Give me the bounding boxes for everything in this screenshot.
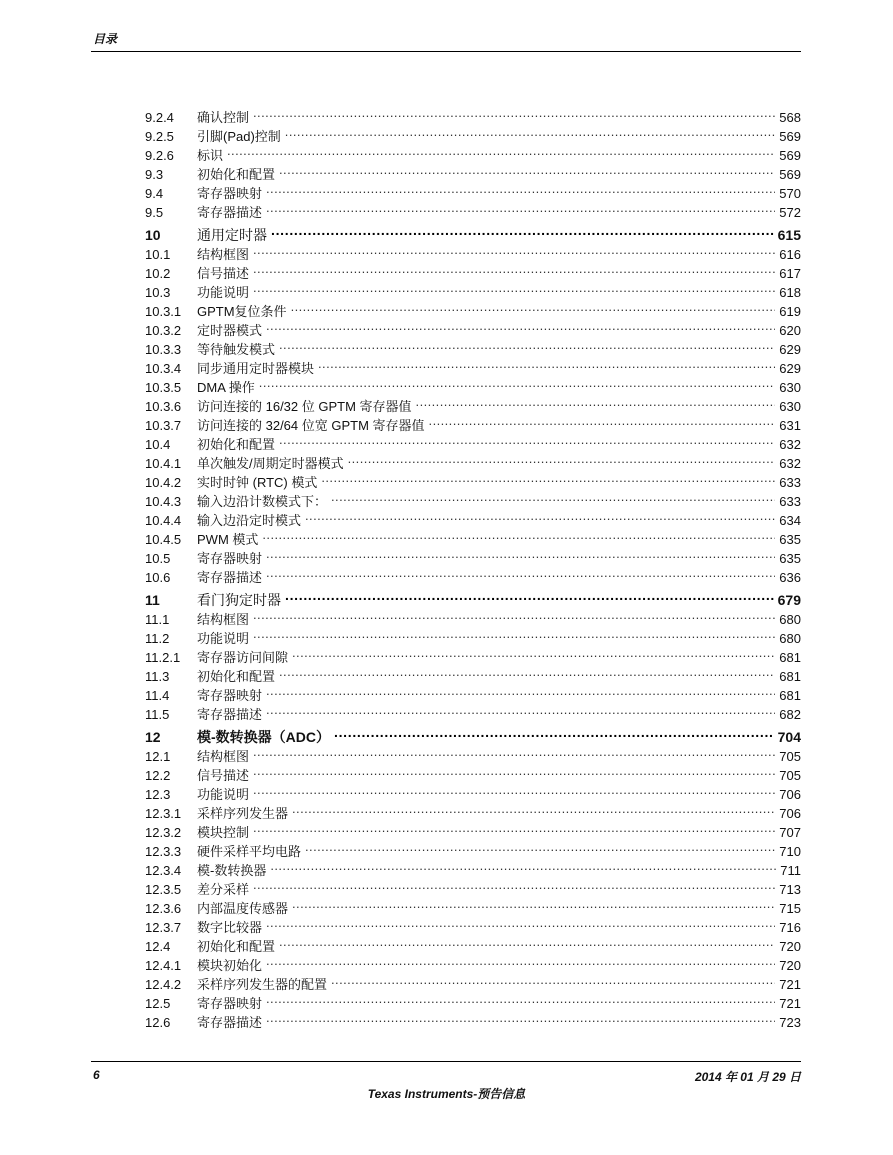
- toc-leader-dots: [253, 240, 775, 259]
- toc-entry-number: 10.3.5: [145, 380, 182, 395]
- toc-chapter-entry[interactable]: [145, 221, 801, 243]
- footer-page-number: 6: [93, 1068, 100, 1082]
- toc-leader-dots: [305, 837, 775, 856]
- toc-entry-page: 704: [777, 729, 801, 745]
- toc-entry-page: 572: [779, 205, 801, 220]
- toc-entry-page: 629: [779, 342, 801, 357]
- toc-entry-page: 713: [779, 882, 801, 897]
- toc-leader-dots: [321, 468, 775, 487]
- table-of-contents: [145, 103, 801, 1030]
- toc-entry-number: 9.4: [145, 186, 164, 201]
- toc-leader-dots: [331, 487, 775, 506]
- toc-entry-title: 看门狗定时器: [197, 592, 281, 608]
- toc-entry-title: 引脚(Pad)控制: [197, 129, 281, 144]
- toc-entry-page: 630: [779, 399, 801, 414]
- footer-rule: [91, 1061, 801, 1062]
- toc-leader-dots: [266, 316, 775, 335]
- toc-entry-page: 619: [779, 304, 801, 319]
- toc-entry-title: 通用定时器: [197, 227, 267, 243]
- toc-entry-number: 12.2: [145, 768, 171, 783]
- toc-entry-title: 模-数转换器: [197, 863, 267, 878]
- toc-entry-number: 10.4.4: [145, 513, 182, 528]
- toc-entry-page: 629: [779, 361, 801, 376]
- toc-entry-title: 寄存器描述: [197, 570, 263, 585]
- toc-entry-number: 10.4: [145, 437, 171, 452]
- toc-entry-title: 实时时钟 (RTC) 模式: [197, 475, 318, 490]
- toc-leader-dots: [262, 525, 775, 544]
- toc-entry-number: 11.4: [145, 688, 170, 703]
- toc-entry-title: 寄存器描述: [197, 205, 263, 220]
- toc-entry-number: 10.4.3: [145, 494, 182, 509]
- header-title: 目录: [93, 32, 118, 46]
- toc-leader-dots: [279, 335, 775, 354]
- toc-entry-page: 633: [779, 475, 801, 490]
- toc-entry-page: 705: [779, 749, 801, 764]
- toc-leader-dots: [292, 894, 775, 913]
- toc-entry-number: 10.3.7: [145, 418, 182, 433]
- toc-entry-title: 寄存器描述: [197, 707, 263, 722]
- toc-entry-title: 寄存器访问间隙: [197, 650, 289, 665]
- toc-leader-dots: [318, 354, 775, 373]
- toc-leader-dots: [266, 198, 775, 217]
- toc-entry-title: 等待触发模式: [197, 342, 276, 357]
- toc-leader-dots: [429, 411, 776, 430]
- toc-entry-page: 680: [779, 612, 801, 627]
- toc-entry-title: 单次触发/周期定时器模式: [197, 456, 344, 471]
- toc-entry-title: 初始化和配置: [197, 669, 276, 684]
- toc-entry-page: 569: [779, 167, 801, 182]
- toc-entry-page: 636: [779, 570, 801, 585]
- toc-entry-page: 682: [779, 707, 801, 722]
- toc-entry-title: 确认控制: [197, 110, 250, 125]
- toc-entry-page: 721: [779, 977, 801, 992]
- toc-leader-dots: [253, 278, 775, 297]
- toc-entry-page: 631: [779, 418, 801, 433]
- toc-entry-page: 711: [780, 863, 801, 878]
- toc-entry-number: 12.3.7: [145, 920, 182, 935]
- toc-entry-title: 输入边沿定时模式: [197, 513, 302, 528]
- toc-entry-number: 10.4.1: [145, 456, 182, 471]
- toc-entry-number: 12.1: [145, 749, 171, 764]
- toc-entry-title: 模-数转换器（ADC）: [197, 729, 330, 745]
- toc-entry-number: 10.4.2: [145, 475, 182, 490]
- toc-entry-number: 12.5: [145, 996, 171, 1011]
- toc-entry-title: 功能说明: [197, 631, 250, 646]
- toc-entry-page: 681: [779, 650, 801, 665]
- toc-leader-dots: [416, 392, 776, 411]
- toc-entry-number: 11.5: [145, 707, 170, 722]
- toc-entry-title: 内部温度传感器: [197, 901, 289, 916]
- toc-entry-title: 输入边沿计数模式下：: [197, 494, 328, 509]
- toc-entry-page: 705: [779, 768, 801, 783]
- toc-entry-title: DMA 操作: [197, 380, 255, 395]
- toc-entry-title: 初始化和配置: [197, 939, 276, 954]
- toc-leader-dots: [348, 449, 776, 468]
- toc-entry-title: 结构框图: [197, 612, 250, 627]
- toc-entry-page: 721: [779, 996, 801, 1011]
- toc-entry-number: 10.2: [145, 266, 171, 281]
- toc-entry-title: GPTM复位条件: [197, 304, 287, 319]
- toc-entry-number: 11.3: [145, 669, 170, 684]
- toc-entry-title: 模块初始化: [197, 958, 263, 973]
- toc-entry-number: 11: [145, 592, 160, 608]
- toc-entry-page: 720: [779, 958, 801, 973]
- toc-entry-title: 结构框图: [197, 749, 250, 764]
- toc-entry-number: 10.4.5: [145, 532, 182, 547]
- toc-entry-number: 10.3: [145, 285, 171, 300]
- toc-entry-number: 12.3.5: [145, 882, 182, 897]
- toc-entry-number: 10.1: [145, 247, 171, 262]
- toc-entry-page: 679: [777, 592, 801, 608]
- toc-entry-number: 12: [145, 729, 161, 745]
- toc-entry-number: 11.2: [145, 631, 170, 646]
- toc-entry-title: 同步通用定时器模块: [197, 361, 315, 376]
- toc-entry-title: 采样序列发生器: [197, 806, 289, 821]
- toc-entry-title: 寄存器映射: [197, 996, 263, 1011]
- toc-chapter-entry[interactable]: [145, 586, 801, 608]
- toc-leader-dots: [279, 932, 775, 951]
- toc-leader-dots: [285, 122, 776, 141]
- toc-leader-dots: [266, 544, 775, 563]
- toc-entry-title: 寄存器映射: [197, 688, 263, 703]
- toc-entry-number: 12.4.1: [145, 958, 182, 973]
- header-rule: [91, 51, 801, 52]
- toc-entry-page: 707: [779, 825, 801, 840]
- toc-entry-number: 12.3.6: [145, 901, 182, 916]
- toc-leader-dots: [266, 179, 775, 198]
- toc-leader-dots: [285, 586, 774, 605]
- toc-entry-number: 11.1: [145, 612, 170, 627]
- toc-entry-number: 10: [145, 227, 161, 243]
- toc-leader-dots: [305, 506, 775, 525]
- toc-entry-title: 功能说明: [197, 285, 250, 300]
- footer-date: 2014 年 01 月 29 日: [694, 1070, 801, 1084]
- toc-leader-dots: [259, 373, 776, 392]
- toc-leader-dots: [253, 259, 775, 278]
- toc-entry-page: 568: [779, 110, 801, 125]
- toc-entry-number: 11.2.1: [145, 650, 181, 665]
- toc-entry-page: 681: [779, 669, 801, 684]
- toc-chapter-entry[interactable]: [145, 723, 801, 745]
- toc-entry-title: 差分采样: [197, 882, 250, 897]
- toc-entry-page: 681: [779, 688, 801, 703]
- toc-entry-title: 数字比较器: [197, 920, 263, 935]
- toc-leader-dots: [331, 970, 775, 989]
- toc-leader-dots: [279, 662, 775, 681]
- toc-entry-page: 569: [779, 148, 801, 163]
- toc-leader-dots: [266, 951, 775, 970]
- toc-leader-dots: [253, 742, 775, 761]
- toc-entry-page: 634: [779, 513, 801, 528]
- toc-entry[interactable]: [145, 160, 801, 182]
- toc-leader-dots: [291, 297, 776, 316]
- toc-entry-page: 723: [779, 1015, 801, 1030]
- toc-entry-number: 9.2.4: [145, 110, 174, 125]
- toc-entry-title: 功能说明: [197, 787, 250, 802]
- toc-entry-title: 信号描述: [197, 266, 250, 281]
- toc-entry-number: 12.3: [145, 787, 171, 802]
- toc-entry-title: 结构框图: [197, 247, 250, 262]
- toc-leader-dots: [271, 221, 774, 240]
- toc-entry-title: 寄存器映射: [197, 186, 263, 201]
- toc-entry-number: 9.2.5: [145, 129, 174, 144]
- toc-entry-number: 10.3.3: [145, 342, 182, 357]
- toc-entry-page: 680: [779, 631, 801, 646]
- toc-entry-number: 10.3.2: [145, 323, 182, 338]
- toc-leader-dots: [292, 799, 775, 818]
- toc-entry-number: 10.6: [145, 570, 171, 585]
- toc-leader-dots: [270, 856, 776, 875]
- toc-leader-dots: [266, 681, 775, 700]
- toc-leader-dots: [292, 643, 775, 662]
- toc-leader-dots: [253, 605, 775, 624]
- toc-entry-page: 570: [779, 186, 801, 201]
- toc-entry-page: 620: [779, 323, 801, 338]
- toc-leader-dots: [334, 723, 774, 742]
- toc-entry[interactable]: [145, 103, 801, 125]
- toc-entry-title: 硬件采样平均电路: [197, 844, 302, 859]
- toc-entry-title: 模块控制: [197, 825, 250, 840]
- toc-entry-number: 12.4: [145, 939, 171, 954]
- toc-entry-page: 632: [779, 456, 801, 471]
- toc-entry-number: 12.3.2: [145, 825, 182, 840]
- toc-entry-title: 访问连接的 16/32 位 GPTM 寄存器值: [197, 399, 412, 414]
- toc-leader-dots: [253, 818, 775, 837]
- footer-company: Texas Instruments-预告信息: [367, 1087, 526, 1101]
- toc-entry-page: 715: [779, 901, 801, 916]
- toc-leader-dots: [266, 700, 775, 719]
- toc-entry-title: 访问连接的 32/64 位宽 GPTM 寄存器值: [197, 418, 425, 433]
- toc-leader-dots: [279, 160, 775, 179]
- toc-entry-title: 寄存器描述: [197, 1015, 263, 1030]
- toc-entry-title: 寄存器映射: [197, 551, 263, 566]
- toc-leader-dots: [266, 989, 775, 1008]
- toc-entry-title: PWM 模式: [197, 532, 259, 547]
- toc-entry-page: 618: [779, 285, 801, 300]
- toc-entry-page: 635: [779, 551, 801, 566]
- toc-leader-dots: [253, 780, 775, 799]
- toc-entry-page: 716: [779, 920, 801, 935]
- toc-entry[interactable]: [145, 141, 801, 163]
- toc-entry-number: 10.3.6: [145, 399, 182, 414]
- toc-leader-dots: [266, 563, 775, 582]
- toc-entry-number: 12.3.3: [145, 844, 182, 859]
- toc-entry-page: 632: [779, 437, 801, 452]
- toc-entry-number: 12.3.1: [145, 806, 182, 821]
- toc-entry-title: 标识: [197, 148, 224, 163]
- toc-leader-dots: [227, 141, 775, 160]
- toc-leader-dots: [253, 624, 775, 643]
- toc-entry-page: 569: [779, 129, 801, 144]
- toc-leader-dots: [253, 761, 775, 780]
- toc-entry-page: 706: [779, 787, 801, 802]
- toc-leader-dots: [266, 1008, 775, 1027]
- toc-entry-number: 9.3: [145, 167, 164, 182]
- toc-entry-number: 9.5: [145, 205, 164, 220]
- toc-entry-page: 706: [779, 806, 801, 821]
- toc-entry-page: 615: [777, 227, 801, 243]
- toc-entry-number: 10.3.1: [145, 304, 182, 319]
- toc-entry-page: 630: [779, 380, 801, 395]
- toc-entry-page: 633: [779, 494, 801, 509]
- toc-entry-title: 初始化和配置: [197, 167, 276, 182]
- toc-leader-dots: [253, 875, 775, 894]
- toc-entry-page: 617: [779, 266, 801, 281]
- toc-leader-dots: [266, 913, 775, 932]
- toc-entry-title: 信号描述: [197, 768, 250, 783]
- toc-entry-title: 定时器模式: [197, 323, 263, 338]
- toc-entry-number: 12.6: [145, 1015, 171, 1030]
- toc-entry-page: 720: [779, 939, 801, 954]
- toc-entry-number: 12.4.2: [145, 977, 182, 992]
- toc-entry-page: 635: [779, 532, 801, 547]
- toc-entry-number: 9.2.6: [145, 148, 174, 163]
- toc-entry-page: 616: [779, 247, 801, 262]
- toc-entry-number: 10.5: [145, 551, 171, 566]
- toc-leader-dots: [279, 430, 775, 449]
- toc-entry-title: 初始化和配置: [197, 437, 276, 452]
- toc-entry-title: 采样序列发生器的配置: [197, 977, 328, 992]
- toc-leader-dots: [253, 103, 775, 122]
- toc-entry-number: 10.3.4: [145, 361, 182, 376]
- toc-entry-page: 710: [779, 844, 801, 859]
- toc-entry-number: 12.3.4: [145, 863, 182, 878]
